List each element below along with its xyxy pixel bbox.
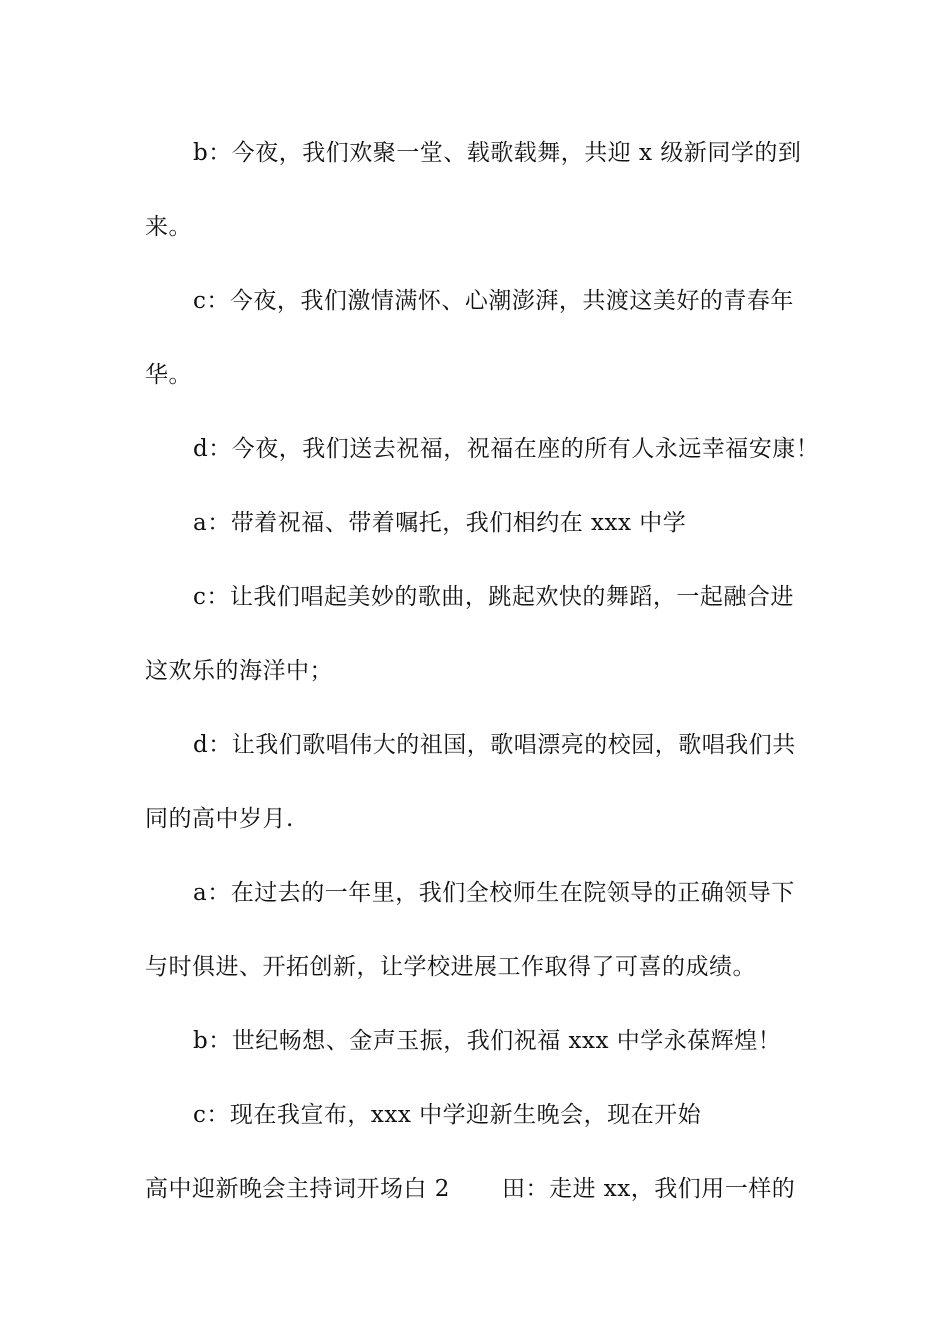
section-heading-line <box>145 1169 809 1243</box>
paragraph-line: b：今夜，我们欢聚一堂、载歌载舞，共迎 x 级新同学的到 <box>193 140 802 166</box>
paragraph-line: d：今夜，我们送去祝福，祝福在座的所有人永远幸福安康！ <box>193 436 820 462</box>
section-heading: 高中迎新晚会主持词开场白 2 <box>145 1176 450 1202</box>
paragraph-line: 来。 <box>145 214 192 240</box>
paragraph-line: c：让我们唱起美妙的歌曲，跳起欢快的舞蹈，一起融合进 <box>193 584 794 610</box>
paragraph-line: 这欢乐的海洋中； <box>145 658 333 684</box>
paragraph-line: c：现在我宣布，xxx 中学迎新生晚会，现在开始 <box>193 1102 702 1128</box>
paragraph-line: c：今夜，我们激情满怀、心潮澎湃，共渡这美好的青春年 <box>193 288 794 314</box>
paragraph-line: a：在过去的一年里，我们全校师生在院领导的正确领导下 <box>193 880 795 906</box>
paragraph-line: 同的高中岁月. <box>145 806 294 832</box>
paragraph-line: d：让我们歌唱伟大的祖国，歌唱漂亮的校园，歌唱我们共 <box>193 732 796 758</box>
paragraph-line: b：世纪畅想、金声玉振，我们祝福 xxx 中学永葆辉煌！ <box>193 1028 782 1054</box>
paragraph-line: a：带着祝福、带着嘱托，我们相约在 xxx 中学 <box>193 510 687 536</box>
paragraph-line: 与时俱进、开拓创新，让学校进展工作取得了可喜的成绩。 <box>145 954 756 980</box>
section-text: 田：走进 xx，我们用一样的 <box>501 1176 796 1202</box>
paragraph-line: 华。 <box>145 362 192 388</box>
document-body <box>145 133 820 1243</box>
